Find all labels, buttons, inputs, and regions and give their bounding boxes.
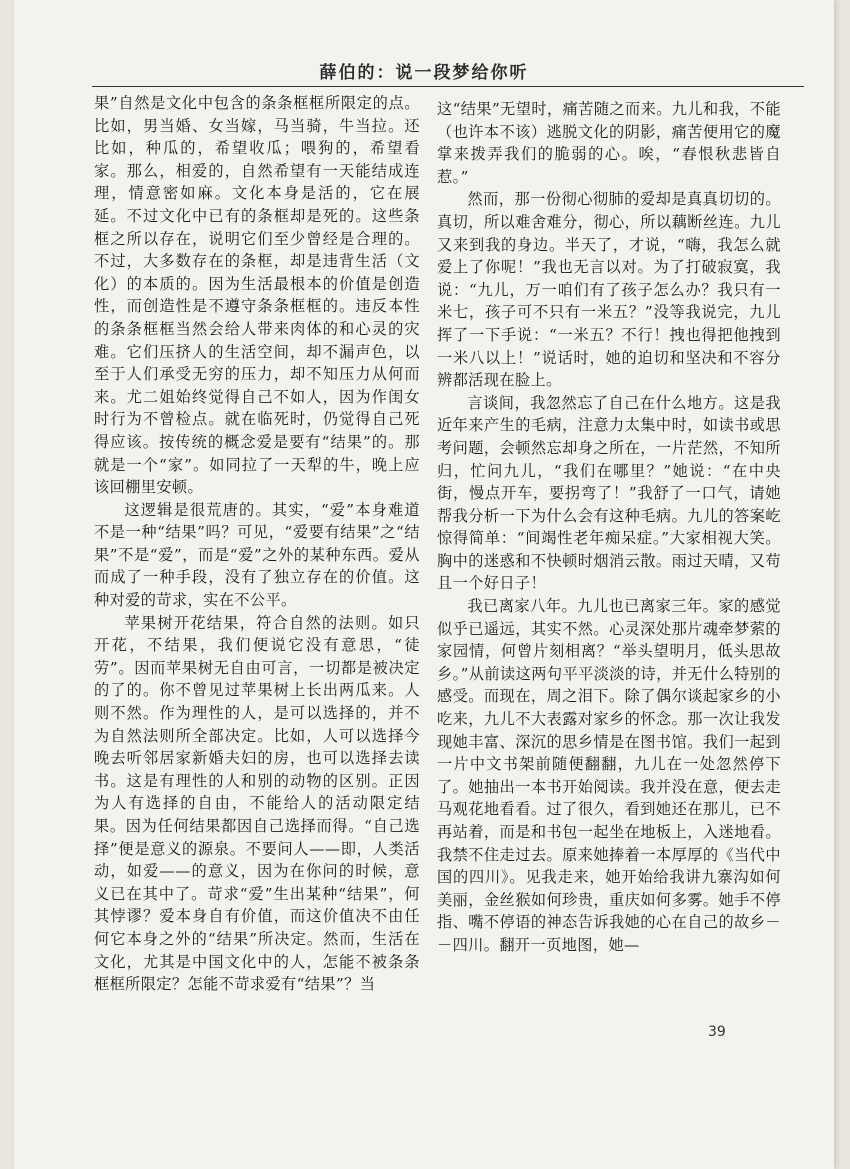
right-column — [437, 98, 781, 957]
left-paragraph-2: 这逻辑是很荒唐的。其实，“爱”本身难道不是一种“结果”吗？可见，“爱要有结果”之“结果”不是“爱”，而是“爱”之外的某种东西。爱从而成了一种手段，没有了独立存在的价值。这种对爱的苛求，实在不公平。 — [94, 500, 420, 610]
header-rule — [92, 86, 804, 87]
right-paragraph-4: 我已离家八年。九儿也已离家三年。家的感觉似乎已遥远，其实不然。心灵深处那片魂牵梦萦的家园情，何曾片刻相离？“举头望明月，低头思故乡。”从前读这两句平平淡淡的诗，并无什么特别的感受。而现在，周之泪下。除了偶尔谈起家乡的小吃来，九儿不大表露对家乡的怀念。那一次让我发现她丰富、深沉的思乡情是在图书馆。我们一起到一片中文书架前随便翻翻，九儿在一处忽然停下了。她抽出一本书开始阅读。我并没在意，便去走马观花地看看。过了很久，看到她还在那儿，已不再站着，而是和书包一起坐在地板上，入迷地看。我禁不住走过去。原来她捧着一本厚厚的《当代中国的四川》。见我走来，她开始给我讲九寨沟如何美丽，金丝猴如何珍贵，重庆如何多雾。她手不停指、嘴不停语的神态告诉我她的心在自己的故乡－－四川。翻开一页地图，她— — [437, 597, 781, 954]
right-paragraph-3: 言谈间，我忽然忘了自己在什么地方。这是我近年来产生的毛病，注意力太集中时，如读书或思考问题，会顿然忘却身之所在，一片茫然，不知所归，忙问九儿，“我们在哪里？”她说：“在中央街，慢点开车，要拐弯了！”我舒了一口气，请她帮我分析一下为什么会有这种毛病。九儿的答案屹惊得简单：“间竭性老年痴呆症。”大家相视大笑。胸中的迷惑和不快顿时烟消云散。雨过天晴，又苟且一个好日子！ — [437, 393, 781, 593]
left-paragraph-1: 果”自然是文化中包含的条条框框所限定的点。比如，男当婚、女当嫁，马当骑，牛当拉。还比如，种瓜的，希望收瓜；喂狗的，希望看家。那么，相爱的，自然希望有一天能结成连理，情意密如麻。文化本身是活的，它在展延。不过文化中已有的条框却是死的。这些条框之所以存在，说明它们至少曾经是合理的。不过，大多数存在的条框，却是违背生活（文化）的本质的。因为生活最根本的价值是创造性，而创造性是不遵守条条框框的。违反本性的条条框框当然会给人带来肉体的和心灵的灾难。它们压挤人的生活空间，却不漏声色，以至于人们承受无穷的压力，却不知压力从何而来。尤二姐始终觉得自己不如人，因为作闺女时行为不曾检点。就在临死时，仍觉得自己死得应该。按传统的概念爱是要有“结果”的。那就是一个“家”。如同拉了一天犁的牛，晚上应该回棚里安顿。 — [94, 94, 420, 497]
right-paragraph-2: 然而，那一份彻心彻肺的爱却是真真切切的。真切，所以难舍难分，彻心，所以藕断丝连。九儿又来到我的身边。半天了，才说，“嗨，我怎么就爱上了你呢！”我也无言以对。为了打破寂寞，我说：“九儿，万一咱们有了孩子怎么办？我只有一米七，孩子可不只有一米五？”没等我说完，九儿挥了一下手说：“一米五？不行！拽也得把他拽到一米八以上！”说话时，她的迫切和坚决和不容分辨都活现在脸上。 — [437, 190, 781, 390]
left-column — [94, 92, 420, 996]
right-paragraph-1: 这“结果”无望时，痛苦随之而来。九儿和我，不能（也许本不该）逃脱文化的阴影，痛苦便用它的魔掌来拨弄我们的脆弱的心。唉，“春恨秋悲皆自惹。” — [437, 100, 781, 186]
magazine-page — [14, 0, 834, 1169]
page-number: 39 — [708, 1024, 726, 1040]
left-paragraph-3: 苹果树开花结果，符合自然的法则。如只开花，不结果，我们便说它没有意思，“徒劳”。因而苹果树无自由可言，一切都是被决定的了的。你不曾见过苹果树上长出两瓜来。人则不然。作为理性的人，是可以选择的，并不为自然法则所全部决定。比如，人可以选择今晚去听邻居家新婚夫妇的房，也可以选择去读书。这是有理性的人和别的动物的区别。正因为人有选择的自由，不能给人的活动限定结果。因为任何结果都因自己选择而得。“自己选择”便是意义的源泉。不要问人——即，人类活动，如爱——的意义，因为在你问的时候，意义已在其中了。苛求“爱”生出某种“结果”，何其悖谬？爱本身自有价值，而这价值决不由任何它本身之外的“结果”所决定。然而，生活在文化，尤其是中国文化中的人，怎能不被条条框框所限定？怎能不苛求爱有“结果”？当 — [94, 613, 420, 994]
running-header: 薛伯的：说一段梦给你听 — [319, 63, 529, 83]
